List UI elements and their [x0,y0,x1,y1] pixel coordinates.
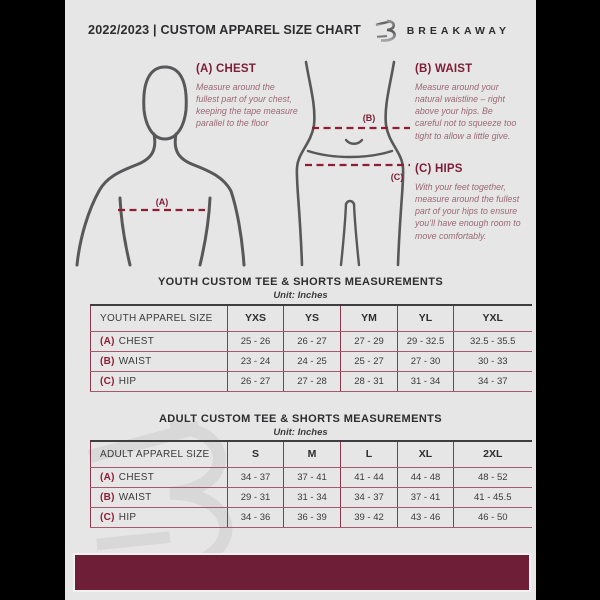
cell: 34 - 37 [228,467,284,487]
size-chart-page [65,0,536,600]
waist-guide-heading: (B) WAIST [415,63,473,75]
head-outline [144,67,187,139]
youth-size-label: YOUTH APPAREL SIZE [91,305,228,331]
chest-guide-heading: (A) CHEST [196,63,256,75]
adult-size-label: ADULT APPAREL SIZE [91,441,228,467]
youth-table-title: YOUTH CUSTOM TEE & SHORTS MEASUREMENTS [157,276,444,288]
cell: 34 - 37 [454,371,532,391]
adult-header-row [91,441,532,467]
cell: 36 - 39 [284,507,341,527]
waist-marker-label: (B) [362,113,376,123]
adult-col-2xl: 2XL [454,441,532,467]
table-row [91,331,532,351]
table-row [91,487,532,507]
adult-col-s: S [228,441,284,467]
table-row [91,371,532,391]
hips-guide [415,163,527,242]
breakaway-logo-icon [375,17,399,45]
cell: 44 - 48 [398,467,454,487]
chest-marker-label: (A) [155,197,169,207]
youth-chest-label: (A) CHEST [91,331,228,351]
cell: 26 - 27 [284,331,341,351]
adult-hip-label: (C) HIP [91,507,228,527]
youth-col-ys: YS [284,305,341,331]
cell: 30 - 33 [454,351,532,371]
footer-bar [73,553,531,592]
navel-outline [346,140,362,144]
table-row [91,507,532,527]
cell: 34 - 36 [228,507,284,527]
lower-body-figure [285,58,415,270]
cell: 43 - 46 [398,507,454,527]
youth-size-table [90,304,532,392]
hip-curve-outline [308,151,392,157]
page-title: 2022/2023 | CUSTOM APPAREL SIZE CHART [88,22,362,37]
adult-chest-label: (A) CHEST [91,467,228,487]
table-row [91,351,532,371]
waist-guide [415,63,521,142]
youth-col-ym: YM [341,305,398,331]
hip-marker-label: (C) [390,172,404,182]
hips-guide-description: With your feet together, measure around the fullest part of your hips to ensure you’ll have enough room to move comfortably. [415,182,521,241]
cell: 24 - 25 [284,351,341,371]
cell: 32.5 - 35.5 [454,331,532,351]
cell: 26 - 27 [228,371,284,391]
hips-guide-heading: (C) HIPS [415,163,463,175]
cell: 41 - 44 [341,467,398,487]
cell: 23 - 24 [228,351,284,371]
adult-table-unit: Unit: Inches [273,427,328,438]
brand-name: BREAKAWAY [406,25,510,37]
cell: 25 - 27 [341,351,398,371]
adult-waist-label: (B) WAIST [91,487,228,507]
cell: 41 - 45.5 [454,487,532,507]
cell: 25 - 26 [228,331,284,351]
youth-waist-label: (B) WAIST [91,351,228,371]
youth-col-yxl: YXL [454,305,532,331]
cell: 27 - 30 [398,351,454,371]
cell: 37 - 41 [398,487,454,507]
youth-hip-label: (C) HIP [91,371,228,391]
cell: 39 - 42 [341,507,398,527]
cell: 46 - 50 [454,507,532,527]
youth-col-yl: YL [398,305,454,331]
cell: 27 - 28 [284,371,341,391]
adult-col-l: L [341,441,398,467]
youth-col-yxs: YXS [228,305,284,331]
cell: 29 - 32.5 [398,331,454,351]
brand-lockup [375,17,510,45]
cell: 48 - 52 [454,467,532,487]
adult-size-table [90,440,532,528]
cell: 29 - 31 [228,487,284,507]
adult-table-title: ADULT CUSTOM TEE & SHORTS MEASUREMENTS [158,413,443,425]
chest-guide [196,63,298,130]
cell: 28 - 31 [341,371,398,391]
cell: 27 - 29 [341,331,398,351]
cell: 34 - 37 [341,487,398,507]
chest-guide-description: Measure around the fullest part of your chest, keeping the tape measure parallel to the floor [196,82,298,129]
youth-header-row [91,305,532,331]
waist-guide-description: Measure around your natural waistline – right above your hips. Be careful not to squeeze too tight to allow a little give. [415,82,517,141]
cell: 31 - 34 [284,487,341,507]
adult-col-m: M [284,441,341,467]
cell: 31 - 34 [398,371,454,391]
adult-col-xl: XL [398,441,454,467]
cell: 37 - 41 [284,467,341,487]
youth-table-unit: Unit: Inches [273,290,328,301]
table-row [91,467,532,487]
